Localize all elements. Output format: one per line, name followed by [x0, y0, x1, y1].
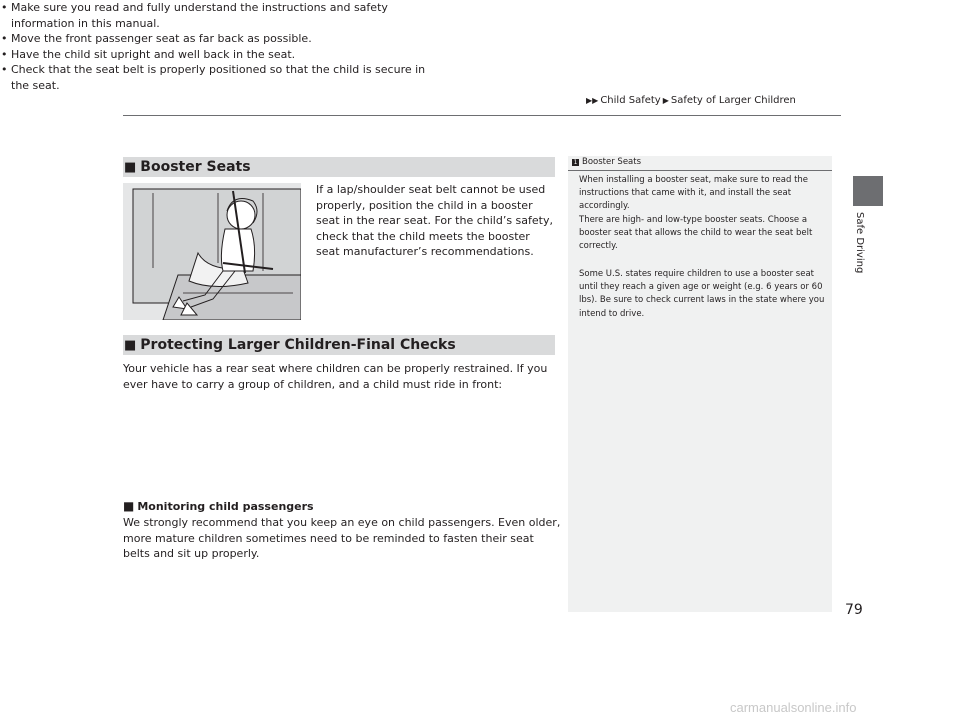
- monitoring-heading: [123, 499, 314, 513]
- note-title: [572, 157, 641, 167]
- section-title: Protecting Larger Children-Final Checks: [140, 337, 456, 353]
- booster-seats-intro: If a lap/shoulder seat belt cannot be used properly, position the child in a booster seat in the rear seat. For the child’s safety, check that the child meets the booster seat manufacturer’s recommendations.: [316, 183, 553, 258]
- arrow-icon: ▶: [662, 96, 669, 105]
- reference-marker-icon: 1: [573, 158, 578, 166]
- booster-seat-illustration: [123, 183, 301, 320]
- section-square-icon: ■: [124, 337, 137, 353]
- note-rule: [568, 170, 832, 171]
- section-square-icon: ■: [124, 159, 137, 175]
- final-checks-intro: Your vehicle has a rear seat where children can be properly restrained. If you ever have to carry a group of children, and a child must ride in front:: [123, 362, 548, 391]
- note-paragraph-1: When installing a booster seat, make sure to read the instructions that came with it, and install the seat accordingly.: [579, 175, 809, 212]
- note-paragraph-3: Some U.S. states require children to use a booster seat until they reach a given age or weight (e.g. 6 years or 60 lbs). Be sure to check current laws in the state where you intend to drive.: [579, 269, 825, 319]
- section-title: Booster Seats: [140, 159, 251, 175]
- page-number: 79: [845, 602, 863, 618]
- double-arrow-icon: ▶▶: [586, 96, 599, 105]
- note-paragraph-2: There are high- and low-type booster seats. Choose a booster seat that allows the child to wear the seat belt correctly.: [579, 215, 813, 252]
- subsection-title: Monitoring child passengers: [137, 499, 314, 513]
- section-final-checks-header: [123, 335, 555, 355]
- child-booster-seat-icon: [123, 183, 301, 320]
- list-item: • Have the child sit upright and well back in the seat.: [0, 47, 440, 63]
- list-item: • Make sure you read and fully understand the instructions and safety information in this manual.: [0, 0, 440, 31]
- section-booster-seats-header: [123, 157, 555, 177]
- chapter-tab: [853, 176, 883, 206]
- list-item: • Move the front passenger seat as far back as possible.: [0, 31, 440, 47]
- watermark: carmanualsonline.info: [730, 700, 857, 715]
- subsection-square-icon: ■: [123, 499, 135, 513]
- chapter-label: Safe Driving: [854, 212, 865, 274]
- final-checks-list: [0, 0, 440, 93]
- breadcrumb-item-child-safety[interactable]: Child Safety: [600, 95, 661, 106]
- breadcrumb: [586, 95, 796, 106]
- breadcrumb-item-larger-children[interactable]: Safety of Larger Children: [670, 95, 796, 106]
- header-rule: [123, 115, 841, 116]
- list-item: • Check that the seat belt is properly positioned so that the child is secure in the seat.: [0, 62, 440, 93]
- note-title-text[interactable]: Booster Seats: [582, 157, 642, 167]
- monitoring-text: We strongly recommend that you keep an eye on child passengers. Even older, more mature children sometimes need to be reminded to fasten their seat belts and sit up properly.: [123, 516, 561, 560]
